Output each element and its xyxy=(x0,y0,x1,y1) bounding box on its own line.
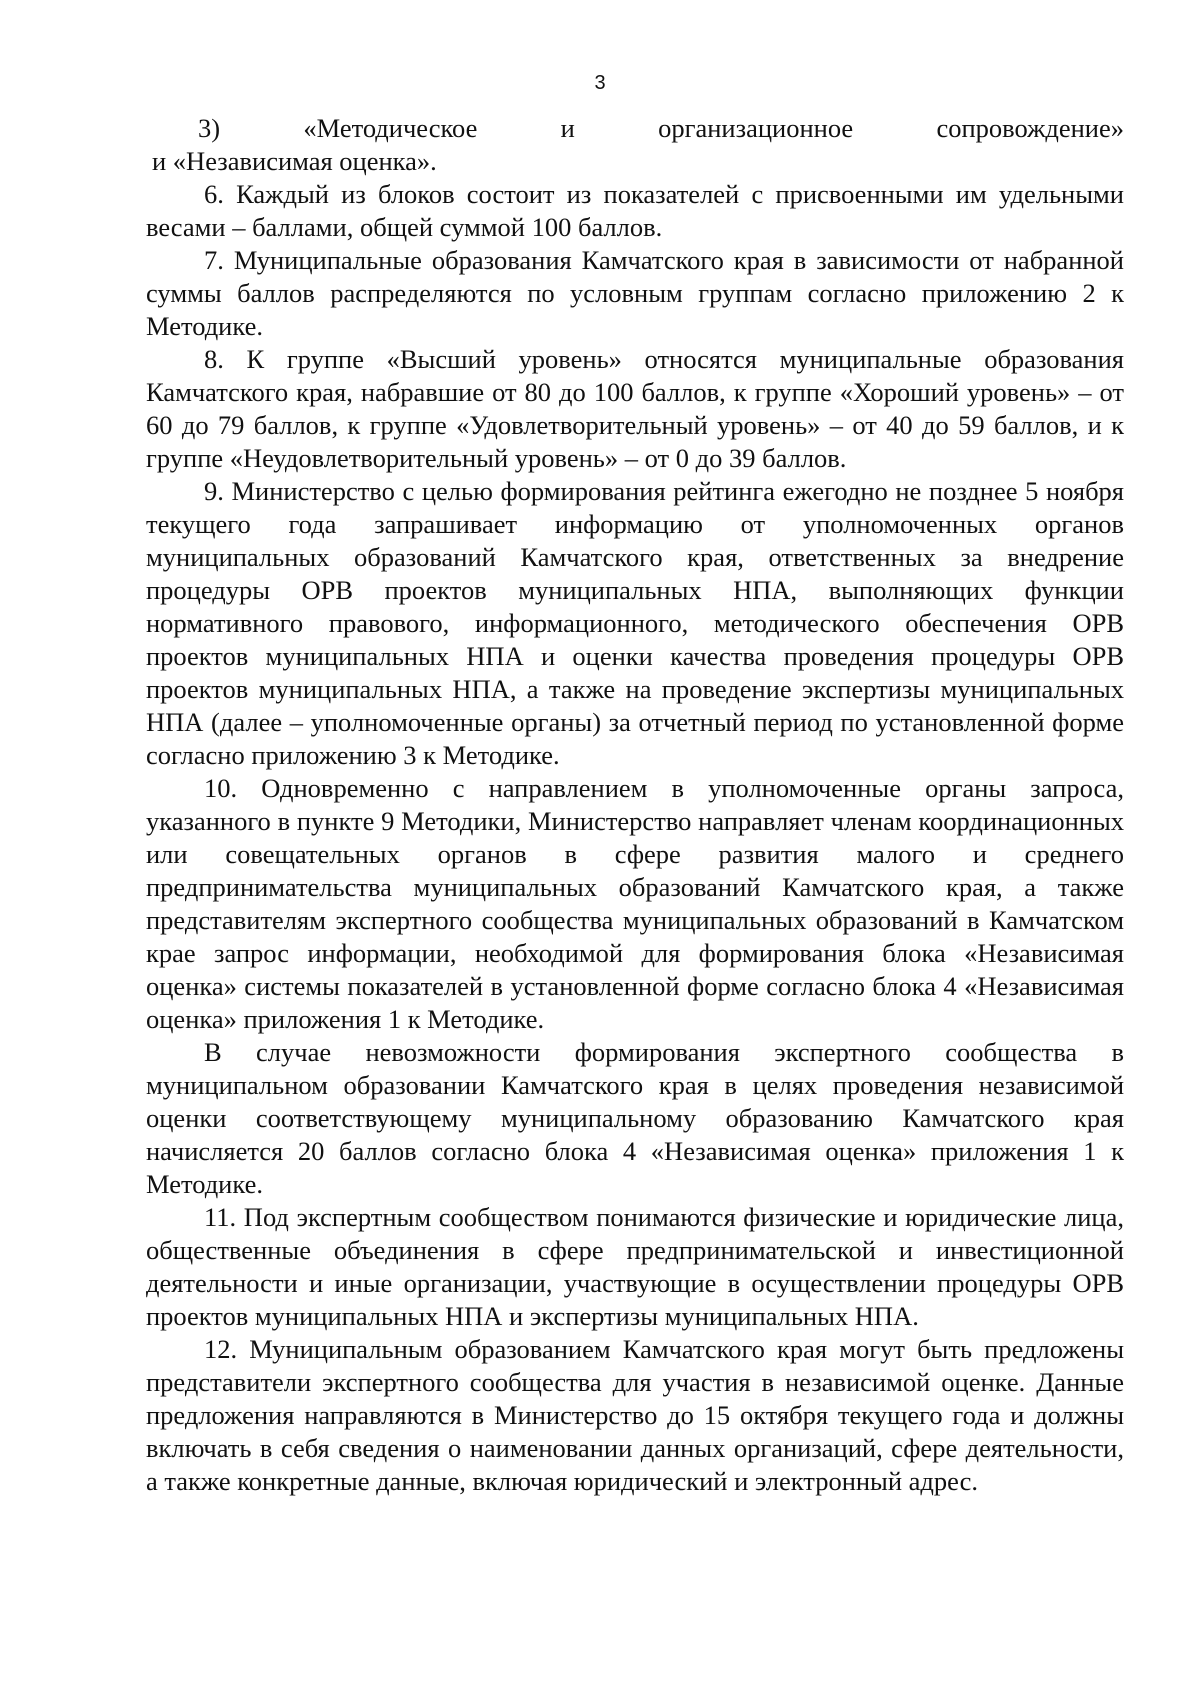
paragraph-11: 11. Под экспертным сообществом понимаются физические и юридические лица, общественные объединения в сфере предпринимательской и инвестиционной деятельности и иные организации, участвующие в осуществлении процедуры ОРВ проектов муниципальных НПА и экспертизы муниципальных НПА. xyxy=(146,1202,1124,1331)
paragraph-12: 12. Муниципальным образованием Камчатского края могут быть предложены представители экспертного сообщества для участия в независимой оценке. Данные предложения направляются в Министерство до 15 октября текущего года и должны включать в себя сведения о наименовании данных организаций, сфере деятельности, а также конкретные данные, включая юридический и электронный адрес. xyxy=(146,1334,1124,1496)
paragraph-6: 6. Каждый из блоков состоит из показателей с присвоенными им удельными весами – баллами, общей суммой 100 баллов. xyxy=(146,179,1124,242)
paragraph-8: 8. К группе «Высший уровень» относятся муниципальные образования Камчатского края, набравшие от 80 до 100 баллов, к группе «Хороший уровень» – от 60 до 79 баллов, к группе «Удовлетворительный уровень» – от 40 до 59 баллов, и к группе «Неудовлетворительный уровень» – от 0 до 39 баллов. xyxy=(146,344,1124,473)
page-number: 3 xyxy=(594,72,606,94)
paragraph-9: 9. Министерство с целью формирования рейтинга ежегодно не позднее 5 ноября текущего года запрашивает информацию от уполномоченных органов муниципальных образований Камчатского края, ответственных за внедрение процедуры ОРВ проектов муниципальных НПА, выполняющих функции нормативного правового, информационного, методического обеспечения ОРВ проектов муниципальных НПА и оценки качества проведения процедуры ОРВ проектов муниципальных НПА, а также на проведение экспертизы муниципальных НПА (далее – уполномоченные органы) за отчетный период по установленной форме согласно приложению 3 к Методике. xyxy=(146,476,1124,770)
paragraph-5-continuation xyxy=(146,112,1124,178)
paragraph-line: 3) «Методическое и организационное сопровождение» xyxy=(198,113,1124,143)
paragraph-10: 10. Одновременно с направлением в уполномоченные органы запроса, указанного в пункте 9 Методики, Министерство направляет членам координационных или совещательных органов в сфере развития малого и среднего предпринимательства муниципальных образований Камчатского края, а также представителям экспертного сообщества муниципальных образований в Камчатском крае запрос информации, необходимой для формирования блока «Независимая оценка» системы показателей в установленной форме согласно блока 4 «Независимая оценка» приложения 1 к Методике. xyxy=(146,773,1124,1034)
document-body xyxy=(146,112,1124,1498)
paragraph-line: и «Независимая оценка». xyxy=(152,146,437,176)
paragraph-7: 7. Муниципальные образования Камчатского края в зависимости от набранной суммы баллов распределяются по условным группам согласно приложению 2 к Методике. xyxy=(146,245,1124,341)
paragraph-10-continuation: В случае невозможности формирования экспертного сообщества в муниципальном образовании Камчатского края в целях проведения независимой оценки соответствующему муниципальному образованию Камчатского края начисляется 20 баллов согласно блока 4 «Независимая оценка» приложения 1 к Методике. xyxy=(146,1037,1124,1199)
